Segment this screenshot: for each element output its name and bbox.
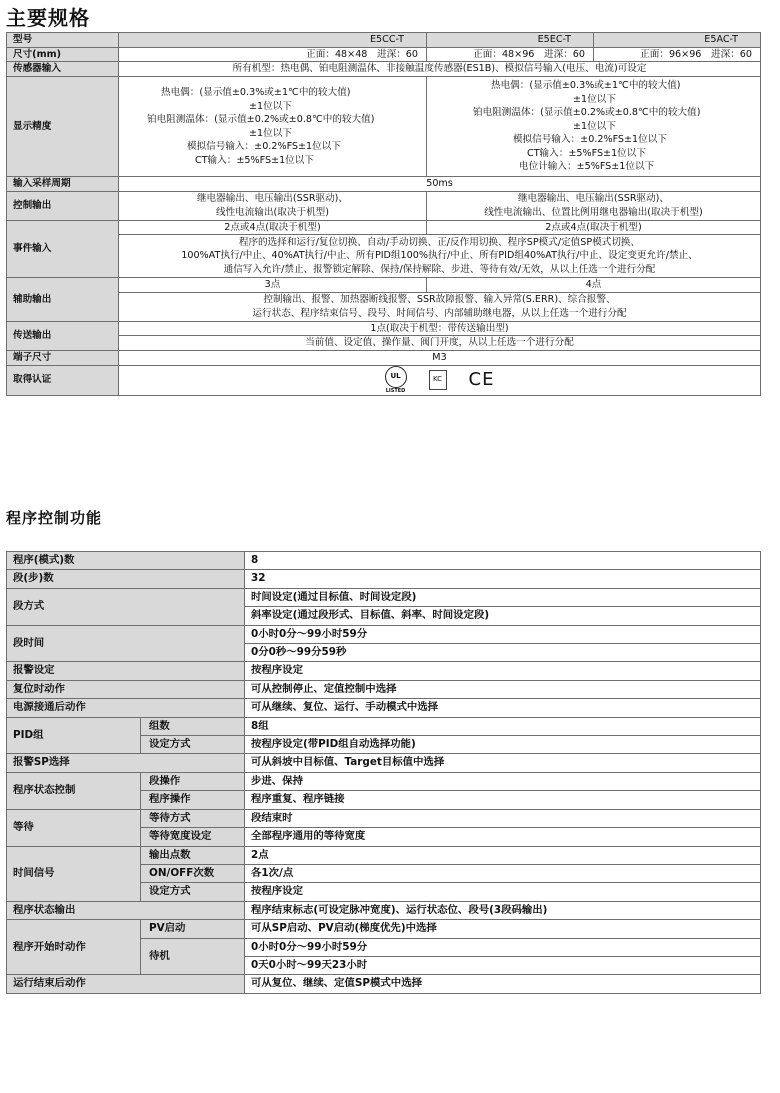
terminal-value: M3	[119, 351, 761, 366]
prog-row-value: 8组	[245, 717, 761, 735]
accuracy-left-line: 模拟信号输入：±0.2%FS±1位以下	[187, 141, 341, 152]
prog-row-label: 程序(模式)数	[7, 552, 245, 570]
prog-row-label: 段方式	[7, 588, 245, 625]
prog-sub-label: 待机	[141, 938, 245, 975]
prog-row-value: 32	[245, 570, 761, 588]
size-e5cc: 正面：48×48 进深：60	[119, 47, 427, 62]
aux-label: 辅助输出	[7, 278, 119, 322]
sampling-label: 输入采样周期	[7, 177, 119, 192]
accuracy-right-line: 电位计输入：±5%FS±1位以下	[519, 161, 655, 173]
event-left: 2点或4点(取决于机型)	[119, 220, 427, 235]
accuracy-right	[427, 77, 761, 177]
prog-sub-label: 程序操作	[141, 791, 245, 809]
prog-row-value: 可从斜坡中目标值、Target目标值中选择	[245, 754, 761, 772]
aux-desc	[119, 292, 761, 321]
accuracy-right-line: CT输入：±5%FS±1位以下	[527, 147, 646, 159]
accuracy-right-line: 热电偶：(显示值±0.3%或±1℃中的较大值)	[491, 80, 681, 92]
prog-row-value: 各1次/点	[245, 864, 761, 882]
prog-sub-label: ON/OFF次数	[141, 864, 245, 882]
size-e5ec: 正面：48×96 进深：60	[427, 47, 594, 62]
prog-row-value: 2点	[245, 846, 761, 864]
event-desc-line: 100%AT执行/中止、40%AT执行/中止、所有PID组100%执行/中止、所有PID组40%AT执行/中止、设定变更允许/禁止、	[181, 250, 698, 262]
prog-row-label: 程序状态输出	[7, 901, 245, 919]
cert-label: 取得认证	[7, 365, 119, 395]
control-right-line: 继电器输出、电压输出(SSR驱动)、	[517, 193, 670, 204]
accuracy-left-line: ±1位以下	[249, 100, 292, 112]
transfer-value: 1点(取决于机型：带传送输出型)	[119, 321, 761, 336]
prog-row-label: 复位时动作	[7, 680, 245, 698]
sampling-value: 50ms	[119, 177, 761, 192]
aux-desc-line: 运行状态、程序结束信号、段号、时间信号、内部辅助继电器，从以上任选一个进行分配	[252, 307, 627, 319]
size-e5ac: 正面：96×96 进深：60	[594, 47, 761, 62]
event-desc	[119, 235, 761, 278]
accuracy-left-line: 热电偶：(显示值±0.3%或±1℃中的较大值)	[161, 87, 351, 98]
size-label: 尺寸(mm)	[7, 47, 119, 62]
prog-sub-label: 设定方式	[141, 883, 245, 901]
prog-row-value: 按程序设定	[245, 662, 761, 680]
model-e5ac: E5AC-T	[594, 33, 761, 48]
transfer-label: 传送输出	[7, 321, 119, 351]
prog-row-value: 0天0小时～99天23小时	[245, 956, 761, 974]
prog-row-value: 按程序设定(带PID组自动选择功能)	[245, 736, 761, 754]
prog-row-label: 运行结束后动作	[7, 975, 245, 993]
transfer-value: 当前值、设定值、操作量、阀门开度，从以上任选一个进行分配	[119, 336, 761, 351]
aux-desc-line: 控制输出、报警、加热器断线报警、SSR故障报警、输入异常(S.ERR)、综合报警、	[263, 294, 616, 305]
aux-right: 4点	[427, 278, 761, 293]
accuracy-right-line: 铂电阻测温体：(显示值±0.2%或±0.8℃中的较大值)	[473, 107, 701, 119]
prog-row-value: 时间设定(通过目标值、时间设定段)	[245, 588, 761, 606]
prog-row-value: 0小时0分～99小时59分	[245, 625, 761, 643]
prog-row-label: PID组	[7, 717, 141, 754]
model-e5ec: E5EC-T	[427, 33, 594, 48]
accuracy-right-line: ±1位以下	[573, 120, 616, 132]
accuracy-right-line: 模拟信号输入：±0.2%FS±1位以下	[513, 134, 667, 146]
prog-row-value: 斜率设定(通过段形式、目标值、斜率、时间设定段)	[245, 607, 761, 625]
prog-row-label: 段(步)数	[7, 570, 245, 588]
prog-row-label: 程序状态控制	[7, 772, 141, 809]
prog-row-value: 程序结束标志(可设定脉冲宽度)、运行状态位、段号(3段码输出)	[245, 901, 761, 919]
model-e5cc: E5CC-T	[119, 33, 427, 48]
accuracy-left-line: CT输入：±5%FS±1位以下	[195, 154, 314, 166]
prog-row-value: 可从复位、继续、定值SP模式中选择	[245, 975, 761, 993]
prog-row-label: 等待	[7, 809, 141, 846]
sensor-label: 传感器输入	[7, 62, 119, 77]
event-desc-line: 通信写入允许/禁止、报警锁定解除、保持/保持解除、步进、等待有效/无效，从以上任选一个进行分配	[223, 263, 656, 275]
prog-row-value: 0分0秒～99分59秒	[245, 644, 761, 662]
model-label: 型号	[7, 33, 119, 48]
terminal-label: 端子尺寸	[7, 351, 119, 366]
ul-listed-icon: UL LISTED	[385, 366, 407, 394]
event-right: 2点或4点(取决于机型)	[427, 220, 761, 235]
control-left-line: 继电器输出、电压输出(SSR驱动)、	[196, 193, 349, 204]
event-desc-line: 程序的选择和运行/复位切换、自动/手动切换、正/反作用切换、程序SP模式/定值SP模式切换、	[238, 236, 641, 248]
prog-row-label: 电源接通后动作	[7, 699, 245, 717]
control-left-line: 线性电流输出(取决于机型)	[215, 206, 330, 218]
prog-sub-label: PV启动	[141, 920, 245, 938]
prog-row-value: 可从SP启动、PV启动(梯度优先)中选择	[245, 920, 761, 938]
prog-sub-label: 组数	[141, 717, 245, 735]
prog-row-value: 0小时0分～99小时59分	[245, 938, 761, 956]
prog-row-label: 报警设定	[7, 662, 245, 680]
prog-row-value: 可从控制停止、定值控制中选择	[245, 680, 761, 698]
prog-row-value: 全部程序通用的等待宽度	[245, 828, 761, 846]
prog-row-label: 报警SP选择	[7, 754, 245, 772]
prog-sub-label: 段操作	[141, 772, 245, 790]
kc-mark-icon: KC	[429, 370, 447, 390]
ce-mark-icon: CE	[468, 369, 495, 391]
prog-sub-label: 输出点数	[141, 846, 245, 864]
sensor-value: 所有机型：热电偶、铂电阻测温体、非接触温度传感器(ES1B)、模拟信号输入(电压、电流)可设定	[119, 62, 761, 77]
accuracy-left-line: ±1位以下	[249, 127, 292, 139]
prog-row-value: 按程序设定	[245, 883, 761, 901]
prog-sub-label: 等待方式	[141, 809, 245, 827]
prog-section-title: 程序控制功能	[6, 509, 103, 527]
prog-row-label: 段时间	[7, 625, 245, 662]
accuracy-left-line: 铂电阻测温体：(显示值±0.2%或±0.8℃中的较大值)	[147, 114, 375, 125]
accuracy-label: 显示精度	[7, 77, 119, 177]
prog-table	[6, 551, 761, 994]
control-right-line: 线性电流输出、位置比例用继电器输出(取决于机型)	[484, 206, 703, 218]
spec-table	[6, 32, 761, 396]
prog-sub-label: 等待宽度设定	[141, 828, 245, 846]
prog-sub-label: 设定方式	[141, 736, 245, 754]
control-left	[119, 191, 427, 220]
prog-row-label: 时间信号	[7, 846, 141, 901]
event-label: 事件输入	[7, 220, 119, 278]
prog-row-value: 8	[245, 552, 761, 570]
cert-icons	[119, 365, 761, 395]
prog-row-value: 步进、保持	[245, 772, 761, 790]
accuracy-left	[119, 77, 427, 177]
prog-row-value: 程序重复、程序链接	[245, 791, 761, 809]
accuracy-right-line: ±1位以下	[573, 93, 616, 105]
prog-row-value: 段结束时	[245, 809, 761, 827]
spec-section-title: 主要规格	[6, 6, 90, 30]
control-label: 控制输出	[7, 191, 119, 220]
prog-row-label: 程序开始时动作	[7, 920, 141, 975]
aux-left: 3点	[119, 278, 427, 293]
prog-row-value: 可从继续、复位、运行、手动模式中选择	[245, 699, 761, 717]
control-right	[427, 191, 761, 220]
